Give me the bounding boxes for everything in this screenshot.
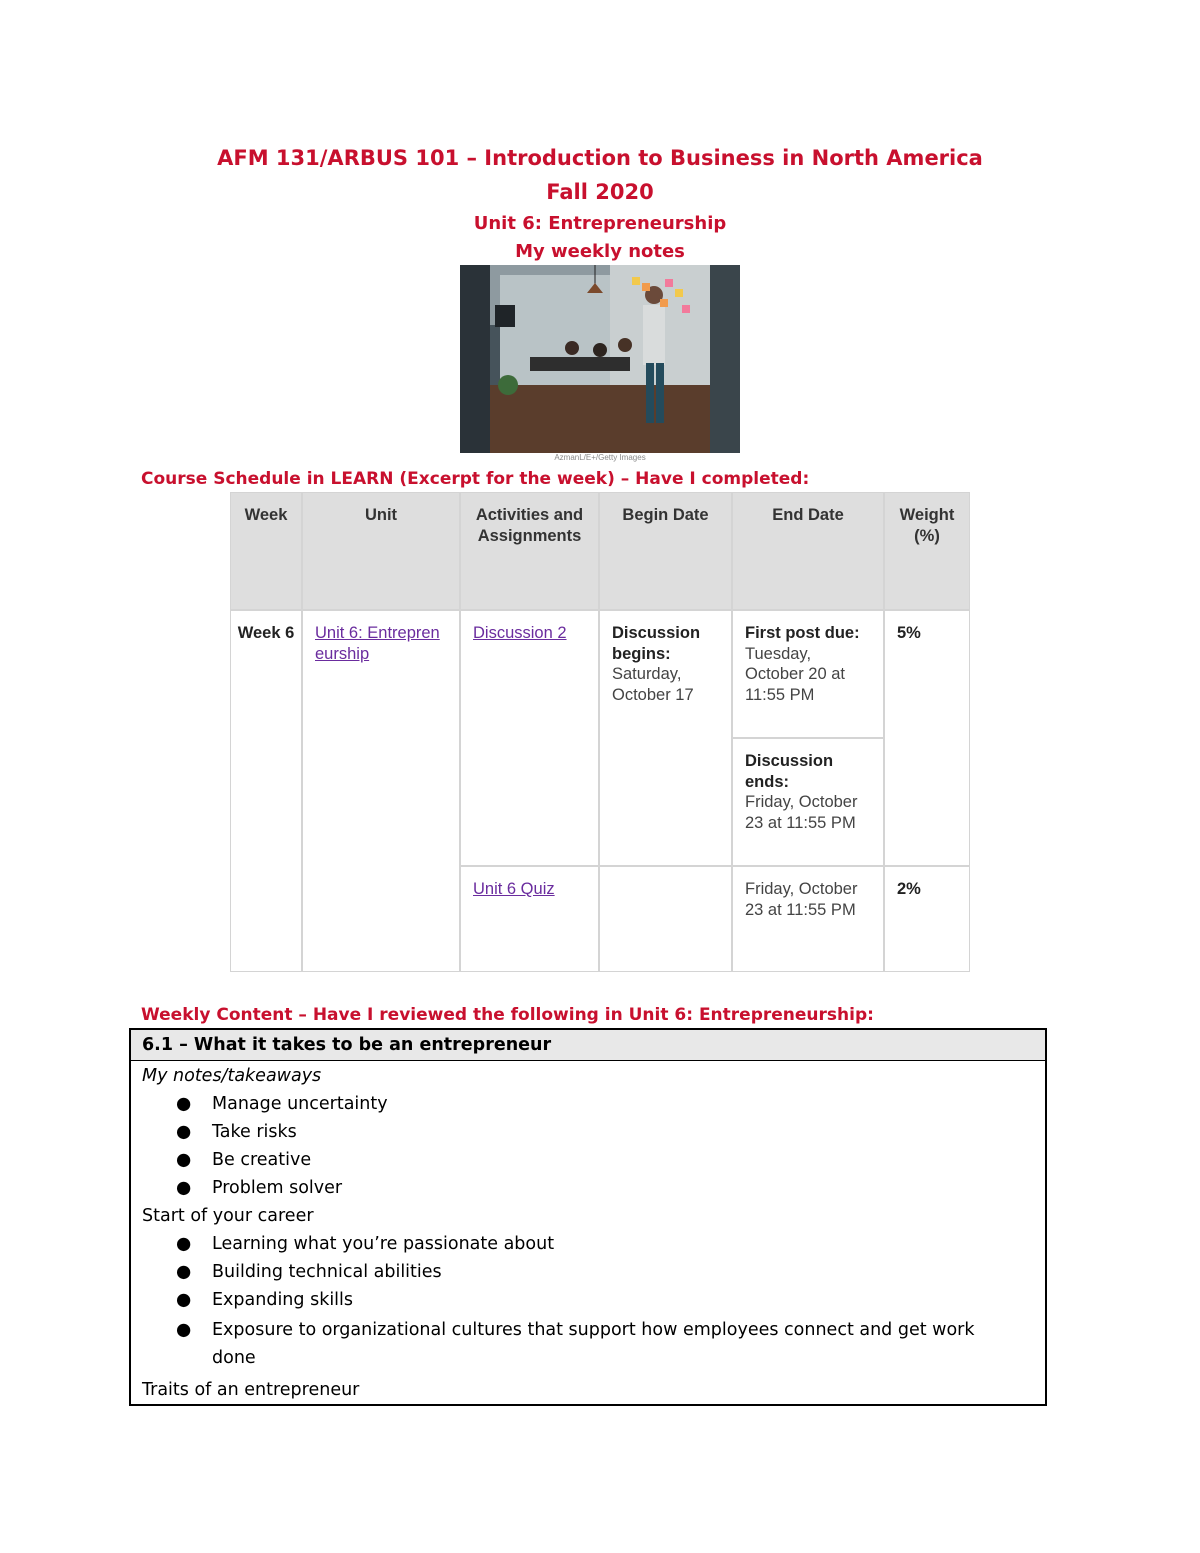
term-title: Fall 2020 [546, 180, 654, 204]
schedule-heading: Course Schedule in LEARN (Excerpt for the week) – Have I completed: [141, 469, 810, 489]
list-item: Building technical abilities [212, 1262, 442, 1282]
discussion-ends-date: Friday, October 23 at 11:55 PM [745, 793, 858, 832]
begin-date: Saturday, October 17 [612, 665, 694, 704]
bullet-icon: ● [176, 1094, 192, 1114]
traits-label: Traits of an entrepreneur [142, 1380, 360, 1400]
notes-subtitle: My weekly notes [515, 241, 685, 262]
col-week-header: Week [230, 492, 302, 610]
bullet-icon: ● [176, 1178, 192, 1198]
section-title: 6.1 – What it takes to be an entrepreneur [131, 1030, 1045, 1061]
list-item: Problem solver [212, 1178, 343, 1198]
col-unit-header: Unit [302, 492, 460, 610]
bullet-icon: ● [176, 1122, 192, 1142]
notes-label: My notes/takeaways [142, 1066, 322, 1086]
week-cell: Week 6 [230, 610, 302, 972]
quiz-link[interactable]: Unit 6 Quiz [473, 880, 555, 898]
unit-link[interactable]: Unit 6: Entrepreneurship [315, 624, 440, 663]
photo-credit: AzmanL/E+/Getty Images [554, 453, 646, 462]
weight-cell-discussion: 5% [884, 610, 970, 866]
end-cell-discussion-ends [732, 738, 884, 866]
list-item: Learning what you’re passionate about [212, 1234, 555, 1254]
bullet-icon: ● [176, 1262, 192, 1282]
unit-cell [302, 610, 460, 972]
col-begin-header: Begin Date [599, 492, 732, 610]
end-cell-quiz: Friday, October 23 at 11:55 PM [732, 866, 884, 972]
schedule-table [230, 492, 970, 972]
end-cell-first-post [732, 610, 884, 738]
bullet-icon: ● [176, 1290, 192, 1310]
list-item: Expanding skills [212, 1290, 354, 1310]
begin-label: Discussion begins: [612, 624, 701, 663]
list-item: Exposure to organizational cultures that support how employees connect and get work done [212, 1320, 975, 1368]
office-meeting-photo [460, 265, 740, 453]
begin-cell-discussion [599, 610, 732, 866]
bullet-icon: ● [176, 1320, 192, 1340]
bullet-icon: ● [176, 1234, 192, 1254]
weekly-content-box [129, 1028, 1047, 1406]
begin-cell-quiz [599, 866, 732, 972]
list-item: Take risks [212, 1122, 297, 1142]
unit-title: Unit 6: Entrepreneurship [473, 213, 727, 234]
activity-cell-discussion [460, 610, 599, 866]
col-end-header: End Date [732, 492, 884, 610]
col-weight-header: Weight (%) [884, 492, 970, 610]
weekly-heading: Weekly Content – Have I reviewed the following in Unit 6: Entrepreneurship: [141, 1005, 874, 1025]
first-post-label: First post due: [745, 624, 860, 642]
list-item: Be creative [212, 1150, 312, 1170]
discussion-ends-label: Discussion ends: [745, 752, 834, 791]
career-label: Start of your career [142, 1206, 314, 1226]
discussion-link[interactable]: Discussion 2 [473, 624, 567, 642]
bullet-icon: ● [176, 1150, 192, 1170]
first-post-date: Tuesday, October 20 at 11:55 PM [745, 644, 845, 704]
activity-cell-quiz [460, 866, 599, 972]
weight-cell-quiz: 2% [884, 866, 970, 972]
course-title: AFM 131/ARBUS 101 – Introduction to Business in North America [217, 146, 983, 170]
list-item: Manage uncertainty [212, 1094, 388, 1114]
col-activities-header: Activities and Assignments [460, 492, 599, 610]
